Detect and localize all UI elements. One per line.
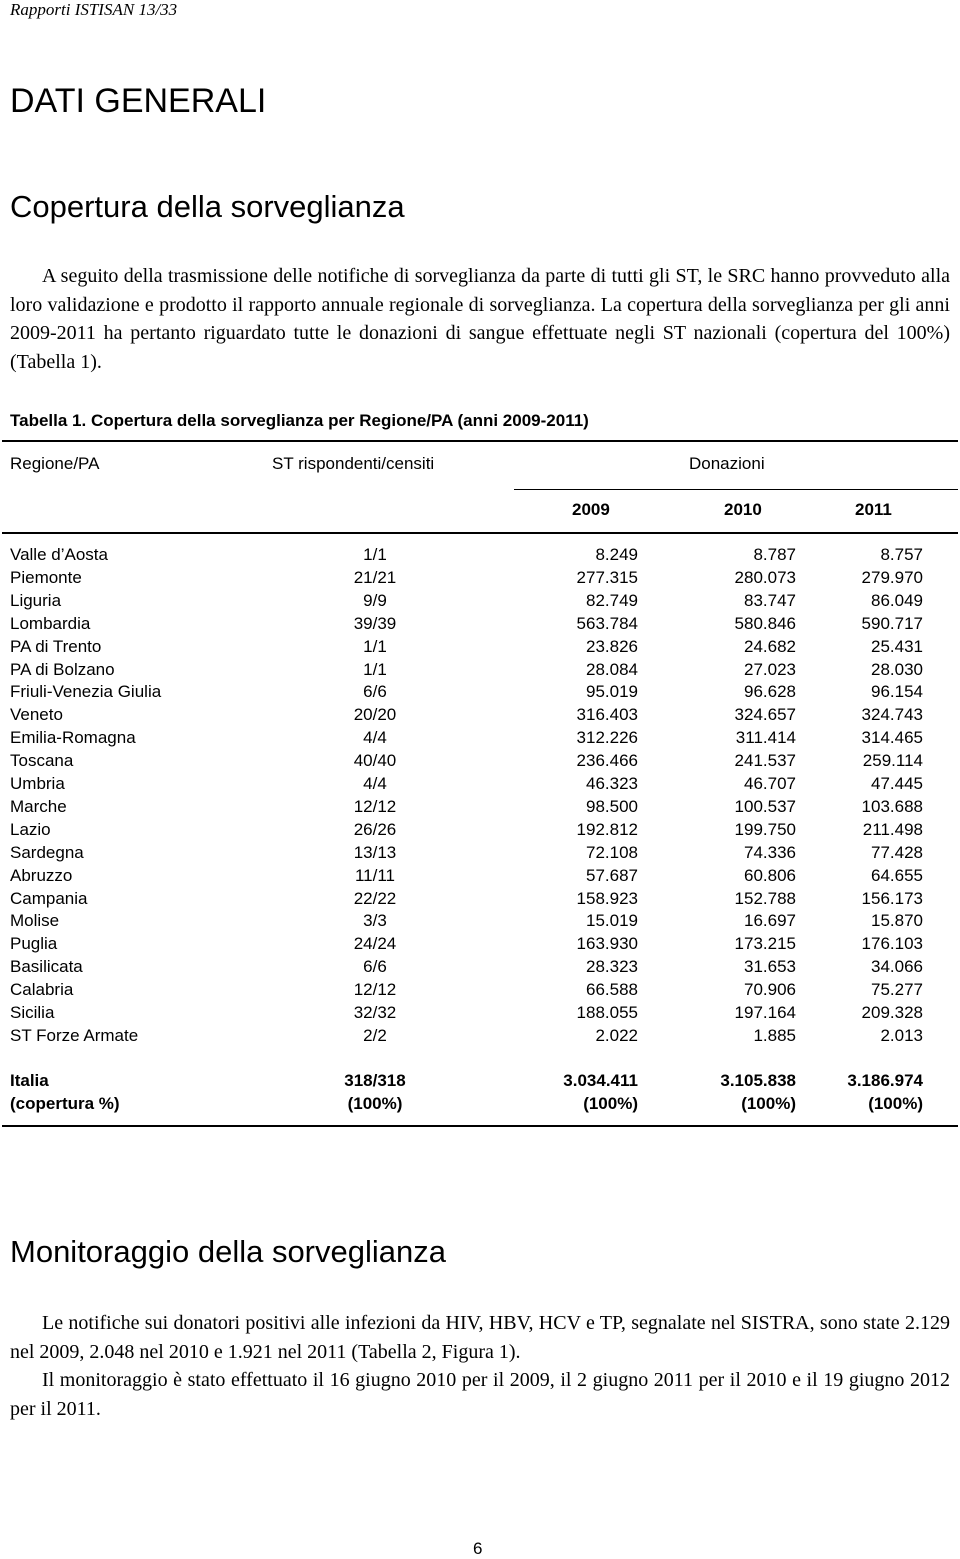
coverage-label: (copertura %) [10, 1094, 120, 1113]
table-row [0, 614, 960, 637]
row-2009: 188.055 [576, 1003, 638, 1022]
row-2011: 77.428 [871, 842, 923, 862]
row-2010: 70.906 [744, 980, 796, 1000]
row-2009: 82.749 [586, 590, 638, 610]
row-2011: 28.030 [871, 659, 923, 679]
row-2011: 314.465 [861, 728, 923, 748]
row-region: Toscana [10, 751, 74, 771]
row-2010: 173.215 [734, 934, 796, 954]
row-2009: 2.022 [595, 1025, 638, 1045]
row-2011: 279.970 [861, 567, 923, 587]
row-2011: 176.103 [861, 934, 923, 954]
total-st: 318/318 [344, 1071, 406, 1090]
row-st: 4/4 [363, 728, 387, 748]
row-2009: 28.084 [586, 659, 638, 679]
row-region: Abruzzo [10, 865, 73, 885]
row-2010: 280.073 [734, 567, 796, 587]
row-region: Sardegna [10, 842, 84, 862]
coverage-2011: (100%) [868, 1094, 923, 1113]
table-caption: Tabella 1. Copertura della sorveglianza per Regione/PA (anni 2009-2011) [10, 411, 589, 430]
row-region: PA di Bolzano [10, 659, 115, 679]
row-st: 2/2 [363, 1025, 387, 1045]
row-region: Marche [10, 796, 67, 816]
table-row [0, 682, 960, 705]
page-number: 6 [473, 1539, 483, 1558]
row-st: 6/6 [363, 682, 387, 702]
table-row [0, 1003, 960, 1026]
row-2011: 2.013 [880, 1025, 923, 1045]
row-region: Sicilia [10, 1003, 55, 1022]
row-2009: 316.403 [576, 705, 638, 725]
row-st: 20/20 [353, 705, 397, 725]
row-2011: 156.173 [861, 888, 923, 908]
table-row [0, 545, 960, 568]
coverage-st: (100%) [347, 1094, 403, 1113]
table-row [0, 843, 960, 866]
row-2010: 1.885 [753, 1025, 796, 1045]
donazioni-underline [514, 489, 958, 490]
monitoring-paragraph-2: Il monitoraggio è stato effettuato il 16 giugno 2010 per il 2009, il 2 giugno 2011 per il 2010 e il 19 giugno 2012 per il 2011. [10, 1369, 950, 1420]
row-st: 1/1 [363, 636, 387, 656]
row-2009: 15.019 [586, 911, 638, 931]
header-year-2010: 2010 [724, 500, 762, 519]
header-year-2011: 2011 [855, 500, 892, 519]
row-2011: 34.066 [871, 957, 923, 977]
table-row [0, 591, 960, 614]
row-region: Piemonte [10, 567, 82, 587]
total-2011: 3.186.974 [847, 1071, 923, 1090]
row-2010: 199.750 [734, 819, 796, 839]
row-st: 21/21 [353, 567, 397, 587]
row-2009: 66.588 [586, 980, 638, 1000]
table-row [0, 637, 960, 660]
table-row [0, 957, 960, 980]
row-region: Friuli-Venezia Giulia [10, 682, 162, 702]
header-st: ST rispondenti/censiti [272, 454, 435, 473]
section-title: DATI GENERALI [10, 82, 267, 120]
row-2009: 277.315 [576, 567, 638, 587]
row-st: 6/6 [363, 957, 387, 977]
row-region: ST Forze Armate [10, 1025, 139, 1045]
table-row [0, 705, 960, 728]
row-2010: 24.682 [744, 636, 796, 656]
row-2010: 96.628 [744, 682, 796, 702]
total-region: Italia [10, 1071, 49, 1090]
row-st: 32/32 [353, 1003, 397, 1022]
row-region: Liguria [10, 590, 62, 610]
row-2010: 74.336 [744, 842, 796, 862]
row-2010: 8.787 [753, 545, 796, 564]
row-2010: 580.846 [734, 613, 796, 633]
intro-paragraph [10, 262, 950, 376]
header-year-2009: 2009 [572, 500, 610, 519]
row-2011: 209.328 [861, 1003, 923, 1022]
row-2010: 83.747 [744, 590, 796, 610]
row-st: 4/4 [363, 774, 387, 793]
row-region: Umbria [10, 774, 65, 793]
row-2011: 259.114 [862, 751, 923, 771]
table-row [0, 980, 960, 1003]
table-row [0, 751, 960, 774]
row-st: 40/40 [353, 751, 397, 771]
row-2009: 8.249 [595, 545, 638, 564]
coverage-2009: (100%) [583, 1094, 638, 1113]
row-st: 9/9 [363, 590, 387, 610]
row-st: 12/12 [353, 980, 397, 1000]
row-2009: 163.930 [576, 934, 638, 954]
running-head: Rapporti ISTISAN 13/33 [10, 0, 178, 19]
table-total-row [0, 1071, 960, 1094]
row-2010: 27.023 [744, 659, 796, 679]
table-row [0, 866, 960, 889]
subsection-title: Copertura della sorveglianza [10, 189, 405, 224]
row-2009: 95.019 [586, 682, 638, 702]
row-2011: 47.445 [871, 774, 923, 793]
row-region: Molise [10, 911, 60, 931]
row-region: Calabria [10, 980, 74, 1000]
table-bottom-rule [2, 1125, 958, 1127]
row-2011: 75.277 [871, 980, 923, 1000]
table-row [0, 820, 960, 843]
table-row [0, 797, 960, 820]
row-2010: 324.657 [734, 705, 796, 725]
row-st: 3/3 [363, 911, 387, 931]
row-2009: 192.812 [576, 819, 638, 839]
row-2009: 46.323 [586, 774, 638, 793]
row-st: 22/22 [353, 888, 397, 908]
row-2010: 241.537 [734, 751, 796, 771]
row-region: Valle d’Aosta [10, 545, 108, 564]
row-region: Lombardia [10, 613, 91, 633]
row-st: 26/26 [353, 819, 397, 839]
row-2010: 100.537 [734, 796, 796, 816]
table-row [0, 568, 960, 591]
header-bottom-rule [2, 532, 958, 534]
row-2011: 324.743 [861, 705, 923, 725]
row-2011: 590.717 [861, 613, 923, 633]
table-row [0, 660, 960, 683]
row-2011: 211.498 [862, 819, 923, 839]
total-2010: 3.105.838 [720, 1071, 796, 1090]
row-region: Basilicata [10, 957, 83, 977]
row-2011: 8.757 [880, 545, 923, 564]
monitoring-paragraph [10, 1309, 950, 1423]
header-donazioni: Donazioni [689, 454, 765, 473]
monitoring-paragraph-1: Le notifiche sui donatori positivi alle infezioni da HIV, HBV, HCV e TP, segnalate nel SISTRA, sono state 2.129 nel 2009, 2.048 nel 2010 e 1.921 nel 2011 (Tabella 2, Figura 1). [10, 1312, 950, 1363]
row-2009: 563.784 [576, 613, 638, 633]
row-region: PA di Trento [10, 636, 102, 656]
row-2010: 31.653 [744, 957, 796, 977]
row-2010: 16.697 [744, 911, 796, 931]
row-2009: 312.226 [576, 728, 638, 748]
row-2011: 96.154 [871, 682, 923, 702]
row-st: 12/12 [353, 796, 397, 816]
row-st: 1/1 [363, 545, 387, 564]
row-2009: 28.323 [586, 957, 638, 977]
row-2011: 64.655 [871, 865, 923, 885]
row-2010: 197.164 [734, 1003, 796, 1022]
subsection2-title: Monitoraggio della sorveglianza [10, 1234, 446, 1269]
coverage-2010: (100%) [741, 1094, 796, 1113]
table-row [0, 728, 960, 751]
table-top-rule [2, 440, 958, 442]
row-region: Lazio [10, 819, 51, 839]
header-region: Regione/PA [10, 454, 100, 473]
row-st: 39/39 [353, 613, 397, 633]
row-2009: 57.687 [586, 865, 638, 885]
row-2009: 23.826 [586, 636, 638, 656]
row-2009: 72.108 [586, 842, 638, 862]
row-2010: 311.414 [735, 728, 796, 748]
table-row [0, 774, 960, 797]
row-2009: 98.500 [586, 796, 638, 816]
row-2010: 46.707 [744, 774, 796, 793]
row-2011: 15.870 [871, 911, 923, 931]
intro-paragraph-text: A seguito della trasmissione delle notifiche di sorveglianza da parte di tutti gli ST, le SRC hanno provveduto alla loro validazione e prodotto il rapporto annuale regionale di sorveglianza. La copertura della sorveglianza per gli anni 2009-2011 ha pertanto riguardato tutte le donazioni di sangue effettuate negli ST nazionali (copertura del 100%) (Tabella 1). [10, 265, 950, 373]
table-coverage-row [0, 1094, 960, 1117]
row-2011: 103.688 [861, 796, 923, 816]
row-st: 1/1 [363, 659, 387, 679]
row-2011: 25.431 [871, 636, 923, 656]
row-2011: 86.049 [871, 590, 923, 610]
row-region: Emilia-Romagna [10, 728, 136, 748]
row-st: 24/24 [353, 934, 397, 954]
table-row [0, 1026, 960, 1049]
row-region: Campania [10, 888, 88, 908]
row-st: 13/13 [353, 842, 397, 862]
table-row [0, 934, 960, 957]
row-2009: 236.466 [576, 751, 638, 771]
table-row [0, 889, 960, 912]
row-st: 11/11 [354, 865, 396, 885]
table-row [0, 911, 960, 934]
row-2010: 60.806 [744, 865, 796, 885]
total-2009: 3.034.411 [563, 1071, 638, 1090]
row-2010: 152.788 [734, 888, 796, 908]
row-region: Puglia [10, 934, 58, 954]
row-region: Veneto [10, 705, 63, 725]
row-2009: 158.923 [576, 888, 638, 908]
